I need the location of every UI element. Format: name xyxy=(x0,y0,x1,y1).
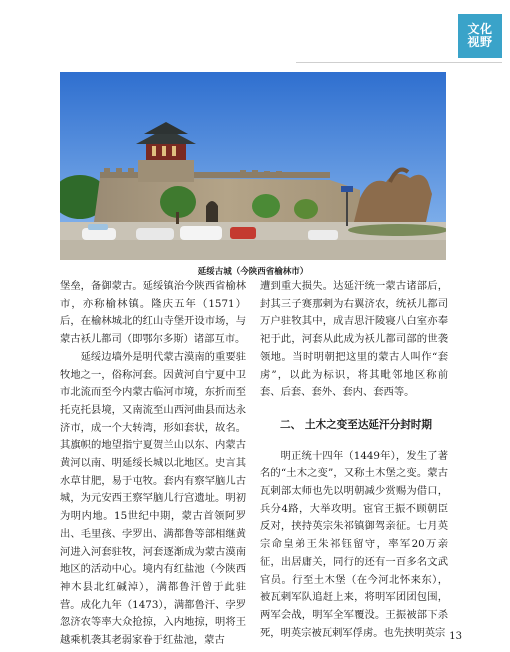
page-number: 13 xyxy=(449,631,462,642)
section-tag-line2: 视野 xyxy=(467,35,493,49)
body-paragraph: 遭到重大损失。达延汗统一蒙古诸部后，封其三子赛那剌为右翼济农，统袄儿都司万户驻牧其中，成吉思汗陵寝八白室亦奉祀于此，河套从此成为袄儿都司部的世袭领地。当时明朝把这里的蒙古人叫作“套虏”，以此为标识，将其毗邻地区称前套、后套、套外、套内、套西等。 xyxy=(260,280,448,399)
body-paragraph: 延绥边墙外是明代蒙古漠南的重要驻牧地之一，俗称河套。因黄河自宁夏中卫市北流而至今内蒙古临河市境，东折而至托克托县境，又南流至山西河曲县而达永济市，成一个大转湾，形如套状，故名。其旗帜的地望指宁夏贺兰山以东、内蒙古黄河以南、明延绥长城以北地区。史言其水草甘肥，易于屯牧。套内有察罕脑儿古城，为元安西王察罕脑儿行宫遗址。明初为明内地。15世纪中期，蒙古首领阿罗出、毛里孩、孛罗出、满都鲁等部相继黄河进入河套驻牧，河套逐渐成为蒙古漠南地区的活动中心。境内有红盐池（今陕西神木县北红碱淖），满都鲁汗曾于此驻营。成化九年（1473），满都鲁汗、孛罗忽济农等率大众抢掠，入内地掠，明将王越乘机袭其老弱家眷于红盐池，蒙古 xyxy=(60,350,246,647)
body-paragraph: 明正统十四年（1449年），发生了著名的“土木之变”，又称土木堡之变。蒙古瓦剌部太师也先以明朝减少赏赐为借口，兵分4路，大举攻明。宦官王振不顾朝臣反对，挟持英宗朱祁镇御驾亲征。七月英宗命皇弟王朱祁钰留守，率军20万亲征，出居庸关，同行的还有一百多名文武官员。行至土木堡（在今河北怀来东），被瓦剌军队追赶上来，将明军团团包围，两军会战，明军全军覆没。王振被部下杀死，明英宗被瓦剌军俘虏。也先挟明英宗 xyxy=(260,449,448,639)
right-column xyxy=(260,278,448,642)
section-heading: 二、 土木之变至达延汗分封时期 xyxy=(280,418,432,431)
section-tag xyxy=(458,14,502,58)
city-wall-photo xyxy=(60,72,446,260)
body-paragraph: 堡垒，备御蒙古。延绥镇治今陕西省榆林市，亦称榆林镇。隆庆五年（1571）后，在榆林城北的红山寺堡开设市场，与蒙古袄儿都司（即鄂尔多斯）诸部互市。 xyxy=(60,280,246,346)
photo-caption: 延绥古城（今陕西省榆林市） xyxy=(197,267,309,277)
header-rule xyxy=(296,62,502,63)
section-tag-line1: 文化 xyxy=(467,22,493,37)
left-column xyxy=(60,278,246,650)
